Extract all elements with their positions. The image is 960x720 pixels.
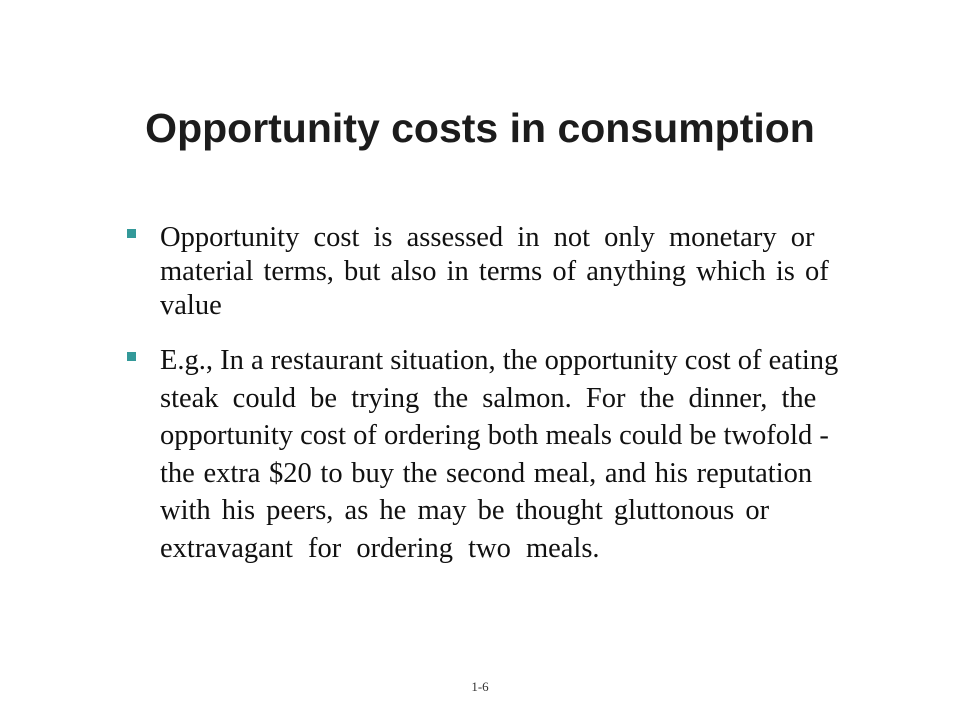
bullet-text-line: value	[160, 290, 222, 321]
bullet-text-line: opportunity cost of ordering both meals could be twofold -	[160, 420, 829, 451]
bullet-text-line: with his peers, as he may be thought gluttonous or	[160, 495, 770, 526]
page-number: 1-6	[471, 679, 489, 694]
bullet-text-line: the extra $20 to buy the second meal, and his reputation	[160, 457, 813, 489]
slide-title: Opportunity costs in consumption	[145, 105, 815, 151]
bullet-text-line: Opportunity cost is assessed in not only monetary or	[160, 222, 815, 253]
bullet-text	[160, 221, 829, 323]
bullet-text-line: extravagant for ordering two meals.	[160, 532, 600, 564]
bullet-text-line: material terms, but also in terms of anything which is of	[160, 256, 829, 287]
square-bullet-icon	[127, 229, 136, 238]
bullet-text-line: E.g., In a restaurant situation, the opportunity cost of eating	[160, 345, 839, 376]
bullet-text	[160, 342, 838, 567]
bullet-text-line: steak could be trying the salmon. For the dinner, the	[160, 382, 817, 414]
square-bullet-icon	[127, 352, 136, 361]
